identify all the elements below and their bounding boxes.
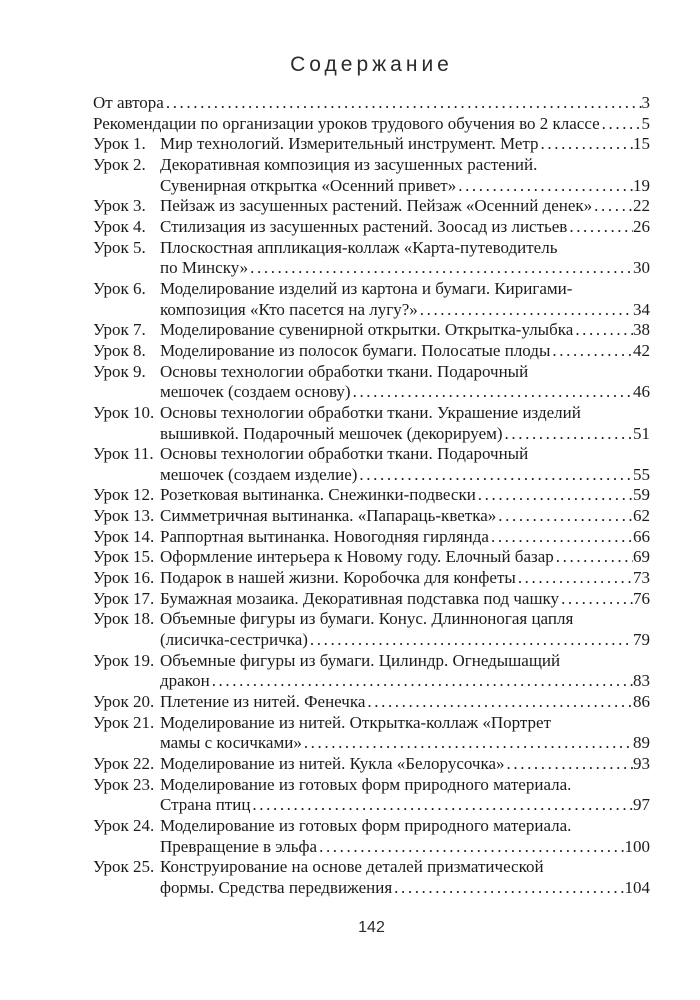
toc-entry-title: (лисичка-сестричка) [160,630,308,650]
toc-row [93,568,650,589]
toc-page-number: 83 [633,671,650,691]
toc-row [93,485,650,506]
toc-entry-title: Конструирование на основе деталей призматической [160,857,544,877]
toc-entry-title: Моделирование изделий из картона и бумаги. Киригами- [160,278,573,298]
dot-leader [476,485,633,506]
dot-leader [496,506,633,527]
toc-entry-label: Урок 8. [93,340,146,360]
toc-page-number: 19 [633,175,650,195]
toc-entry-title: Страна птиц [160,795,251,815]
toc-row [93,775,650,796]
toc-page-number: 38 [633,320,650,340]
dot-leader [489,527,633,548]
toc-entry-title: Оформление интерьера к Новому году. Елочный базар [160,547,554,567]
toc-entry-title: Моделирование из нитей. Кукла «Белорусочка» [160,754,505,773]
dot-leader [567,217,633,238]
toc-page-number: 46 [633,382,650,402]
toc-entry-title: мешочек (создаем изделие) [160,464,358,484]
toc-page-number: 59 [633,485,650,505]
dot-leader [550,341,633,362]
toc-entry-label: Урок 4. [93,216,146,236]
toc-row [93,114,650,135]
toc-page-number: 15 [633,134,650,154]
toc-entry-title: мамы с косичками» [160,733,302,753]
toc-entry-title: Объемные фигуры из бумаги. Цилиндр. Огнедышащий [160,650,561,670]
dot-leader [592,196,633,217]
dot-leader [365,692,633,713]
toc-entry-title: формы. Средства передвижения [160,877,393,897]
toc-row [93,196,650,217]
toc-entry-label: Урок 19. [93,650,155,670]
dot-leader [573,320,633,341]
toc-page-number: 42 [633,340,650,360]
toc-entry-label: Урок 20. [93,692,155,712]
toc-row [93,671,650,692]
toc-entry-title: Подарок в нашей жизни. Коробочка для конфеты [160,568,516,588]
toc-row [93,506,650,527]
toc-row [93,692,650,713]
toc-page-number: 22 [633,196,650,216]
dot-leader [164,93,642,114]
toc-entry-title: Плоскостная аппликация-коллаж «Карта-путеводитель [160,237,558,257]
toc-entry-label: Урок 3. [93,196,146,216]
toc-row [93,837,650,858]
toc-row [93,341,650,362]
toc-entry-label: Урок 13. [93,506,155,526]
toc-page-number: 51 [633,423,650,443]
toc-row [93,382,650,403]
toc-entry-label: Урок 22. [93,754,155,773]
toc-entry-title: Объемные фигуры из бумаги. Конус. Длинноногая цапля [160,609,574,629]
dot-leader [418,300,633,321]
toc-entry-label: Урок 17. [93,588,155,608]
toc-row [93,258,650,279]
toc-row [93,527,650,548]
toc-entry-label: Урок 25. [93,857,155,877]
toc-page-number: 5 [641,113,650,133]
toc-entry-label: Урок 7. [93,320,146,340]
toc-entry-label: Урок 5. [93,237,146,257]
toc-entry-label: Урок 12. [93,485,155,505]
dot-leader [351,382,633,403]
dot-leader [250,795,633,816]
toc-page-number: 62 [633,506,650,526]
toc-row [93,878,650,899]
toc-entry-title: Основы технологии обработки ткани. Подарочный [160,361,529,381]
toc-page-number: 89 [633,733,650,753]
toc-entry-title: Моделирование из нитей. Открытка-коллаж «Портрет [160,712,552,732]
toc-page-number: 30 [633,258,650,278]
toc-row [93,816,650,837]
toc-entry-label: Урок 21. [93,712,155,732]
dot-leader [600,114,642,135]
toc-entry-title: Пейзаж из засушенных растений. Пейзаж «Осенний денек» [160,196,593,216]
toc-page-number: 79 [633,630,650,650]
toc-entry-label: Урок 15. [93,547,155,567]
dot-leader [392,878,624,899]
toc-row [93,444,650,465]
toc-page-number: 76 [633,588,650,608]
dot-leader [503,424,633,445]
toc-entry-label: Урок 18. [93,609,155,629]
toc-entry-label: Урок 23. [93,774,155,794]
toc-entry-title: вышивкой. Подарочный мешочек (декорируем) [160,423,503,443]
toc-row [93,155,650,176]
toc-entry-label: Урок 11. [93,444,154,464]
dot-leader [554,547,633,568]
toc-entry-label: Урок 14. [93,526,155,546]
toc-page-number: 86 [633,692,650,712]
dot-leader [302,733,633,754]
toc-page-number: 34 [633,299,650,319]
toc-row [93,362,650,383]
toc-row [93,589,650,610]
dot-leader [357,465,633,486]
toc-entry-label: Урок 16. [93,568,155,588]
toc-entry-title: мешочек (создаем основу) [160,382,351,402]
toc-entry-label: Урок 24. [93,815,155,835]
toc-entry-title: Сувенирная открытка «Осенний привет» [160,175,457,195]
toc-entry-label: Урок 1. [93,134,146,154]
toc-page-number: 73 [633,568,650,588]
toc-entry-title: композиция «Кто пасется на лугу?» [160,299,418,319]
toc-entry-label: Урок 2. [93,154,146,174]
toc-page-number: 55 [633,464,650,484]
toc-entry-label: Урок 10. [93,402,155,422]
dot-leader [505,754,633,775]
dot-leader [539,134,633,155]
dot-leader [456,176,633,197]
dot-leader [559,589,633,610]
toc-row [93,630,650,651]
toc-entry-title: Мир технологий. Измерительный инструмент. Метр [160,134,539,154]
toc-row [93,857,650,878]
toc-row [93,176,650,197]
toc-page-number: 100 [624,836,650,856]
toc-entry-title: Бумажная мозаика. Декоративная подставка под чашку [160,588,560,608]
toc-row [93,733,650,754]
toc-row [93,651,650,672]
toc-row [93,609,650,630]
toc-entry-title: Моделирование из готовых форм природного материала. [160,815,572,835]
toc-entry-label: Урок 6. [93,278,146,298]
dot-leader [516,568,633,589]
toc-entry-title: Основы технологии обработки ткани. Подарочный [160,444,529,464]
toc-row [93,134,650,155]
toc-entry-title: Рекомендации по организации уроков трудового обучения во 2 классе [93,113,600,133]
dot-leader [308,630,633,651]
toc-page-number: 93 [633,754,650,773]
toc-row [93,713,650,734]
toc-row [93,217,650,238]
toc-entry-title: Основы технологии обработки ткани. Украшение изделий [160,402,581,422]
dot-leader [317,837,624,858]
folio-page-number: 142 [358,918,385,936]
toc-entry-title: дракон [160,671,210,691]
dot-leader [210,671,633,692]
toc-entry-title: Розетковая вытинанка. Снежинки-подвески [160,485,476,505]
toc-row [93,300,650,321]
toc-page-number: 3 [641,93,650,112]
toc-page-number: 26 [633,216,650,236]
toc-row [93,403,650,424]
toc-entry-title: Стилизация из засушенных растений. Зоосад из листьев [160,216,568,236]
toc-entry-label: Урок 9. [93,361,146,381]
toc-entry-title: Декоративная композиция из засушенных растений. [160,154,538,174]
toc-row [93,754,650,775]
toc-entry-title: Моделирование из готовых форм природного материала. [160,774,572,794]
toc-row [93,93,650,114]
toc-entry-title: Моделирование сувенирной открытки. Открытка-улыбка [160,320,574,340]
toc-list [93,93,650,899]
toc-page-number: 66 [633,526,650,546]
toc-entry-title: Моделирование из полосок бумаги. Полосатые плоды [160,340,551,360]
toc-page-number: 97 [633,795,650,815]
toc-entry-title: Плетение из нитей. Фенечка [160,692,366,712]
toc-row [93,465,650,486]
toc-row [93,320,650,341]
toc-row [93,238,650,259]
toc-row [93,547,650,568]
page-title: Содержание [290,53,453,76]
toc-row [93,424,650,445]
toc-entry-title: по Минску» [160,258,249,278]
toc-entry-title: От автора [93,93,164,112]
dot-leader [248,258,633,279]
toc-page-number: 104 [624,877,650,897]
toc-entry-title: Симметричная вытинанка. «Папараць-кветка» [160,506,497,526]
toc-page-number: 69 [633,547,650,567]
toc-entry-title: Раппортная вытинанка. Новогодняя гирлянда [160,526,489,546]
toc-entry-title: Превращение в эльфа [160,836,318,856]
toc-row [93,279,650,300]
toc-row [93,795,650,816]
